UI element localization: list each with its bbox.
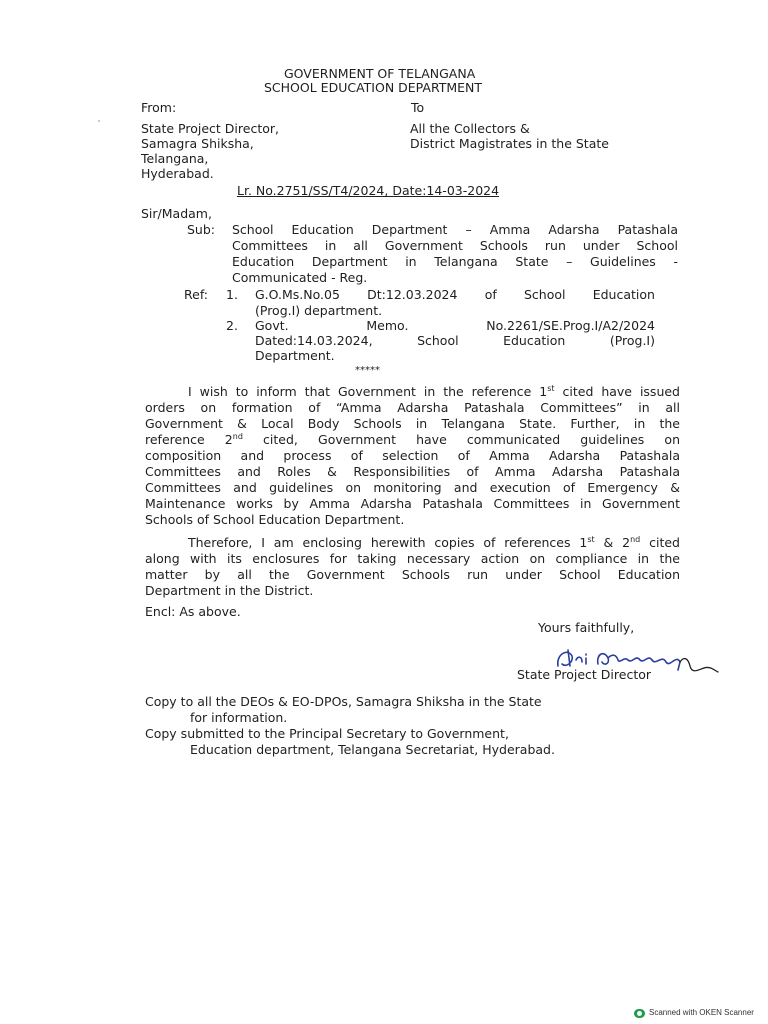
ref-2-line-2 <box>255 333 655 349</box>
para1-line-4: reference 2nd cited, Government have communicated guidelines on <box>145 432 680 447</box>
ref-2-prog: (Prog.I) <box>609 333 655 348</box>
subject-label: Sub: <box>187 222 216 237</box>
ref-1-go-number: G.O.Ms.No.05 <box>255 287 340 302</box>
copy-to-deos-line-2: for information. <box>190 710 288 725</box>
ref-2-number: 2. <box>226 318 238 333</box>
para2-line-1: Therefore, I am enclosing herewith copies of references 1st & 2nd cited <box>188 535 680 550</box>
letter-reference-number: Lr. No.2751/SS/T4/2024, Date:14-03-2024 <box>237 183 500 198</box>
subject-line-2: Committees in all Government Schools run under School <box>232 238 678 253</box>
scanner-watermark <box>634 1007 754 1019</box>
scanner-logo-icon <box>634 1009 645 1018</box>
from-line-4: Hyderabad. <box>141 166 214 181</box>
to-line-2: District Magistrates in the State <box>410 136 609 151</box>
para1-line-7: Committees and guidelines on monitoring and execution of Emergency & <box>145 480 680 495</box>
from-label: From: <box>141 100 177 115</box>
ref-1-line-2: (Prog.I) department. <box>255 303 383 318</box>
para1-line-3: Government & Local Body Schools in Telangana State. Further, in the <box>145 416 680 431</box>
ref-2-govt: Govt. <box>255 318 289 333</box>
ref-2-line-1 <box>255 318 655 334</box>
header-line-1: GOVERNMENT OF TELANGANA <box>284 66 476 81</box>
to-label: To <box>411 100 425 115</box>
from-line-3: Telangana, <box>141 151 209 166</box>
para1-line-6: Committees and Roles & Responsibilities of Amma Adarsha Patashala <box>145 464 680 479</box>
closing-yours-faithfully: Yours faithfully, <box>538 620 635 635</box>
from-line-2: Samagra Shiksha, <box>141 136 254 151</box>
ref-1-line-1 <box>255 287 655 303</box>
from-line-1: State Project Director, <box>141 121 279 136</box>
ref-2-line-3: Department. <box>255 348 335 363</box>
ref-2-memo-number: No.2261/SE.Prog.I/A2/2024 <box>486 318 655 333</box>
para2-line-3: matter by all the Government Schools run under School Education <box>145 567 680 582</box>
stars-separator: ***** <box>355 365 380 376</box>
ref-1-education: Education <box>592 287 655 302</box>
header-line-2: SCHOOL EDUCATION DEPARTMENT <box>264 80 483 95</box>
to-line-1: All the Collectors & <box>410 121 530 136</box>
subject-line-1: School Education Department – Amma Adarsha Patashala <box>232 222 678 237</box>
ref-2-school: School <box>417 333 459 348</box>
para1-line-8: Maintenance works by Amma Adarsha Patashala Committees in Government <box>145 496 680 511</box>
scan-speck <box>98 120 100 122</box>
copy-to-secretary-line-2: Education department, Telangana Secretariat, Hyderabad. <box>190 742 555 757</box>
ref-label: Ref: <box>184 287 208 302</box>
ref-2-education: Education <box>503 333 566 348</box>
para1-line-9: Schools of School Education Department. <box>145 512 405 527</box>
salutation: Sir/Madam, <box>141 206 212 221</box>
subject-line-3: Education Department in Telangana State – Guidelines - <box>232 254 678 269</box>
enclosure-note: Encl: As above. <box>145 604 241 619</box>
ref-1-date: Dt:12.03.2024 <box>367 287 458 302</box>
copy-to-deos-line-1: Copy to all the DEOs & EO-DPOs, Samagra Shiksha in the State <box>145 694 542 709</box>
scanner-watermark-text: Scanned with OKEN Scanner <box>649 1008 754 1017</box>
para2-line-4: Department in the District. <box>145 583 314 598</box>
signatory-title: State Project Director <box>517 667 652 682</box>
ref-2-memo: Memo. <box>366 318 409 333</box>
ref-1-of: of <box>484 287 497 302</box>
para1-line-1: I wish to inform that Government in the reference 1st cited have issued <box>188 384 680 399</box>
ref-1-number: 1. <box>226 287 238 302</box>
ref-1-school: School <box>523 287 566 302</box>
subject-line-4: Communicated - Reg. <box>232 270 368 285</box>
para1-line-2: orders on formation of “Amma Adarsha Patashala Committees” in all <box>145 400 680 415</box>
copy-to-secretary-line-1: Copy submitted to the Principal Secretary to Government, <box>145 726 509 741</box>
ref-2-date: Dated:14.03.2024, <box>255 333 373 348</box>
para1-line-5: composition and process of selection of Amma Adarsha Patashala <box>145 448 680 463</box>
para2-line-2: along with its enclosures for taking necessary action on compliance in the <box>145 551 680 566</box>
